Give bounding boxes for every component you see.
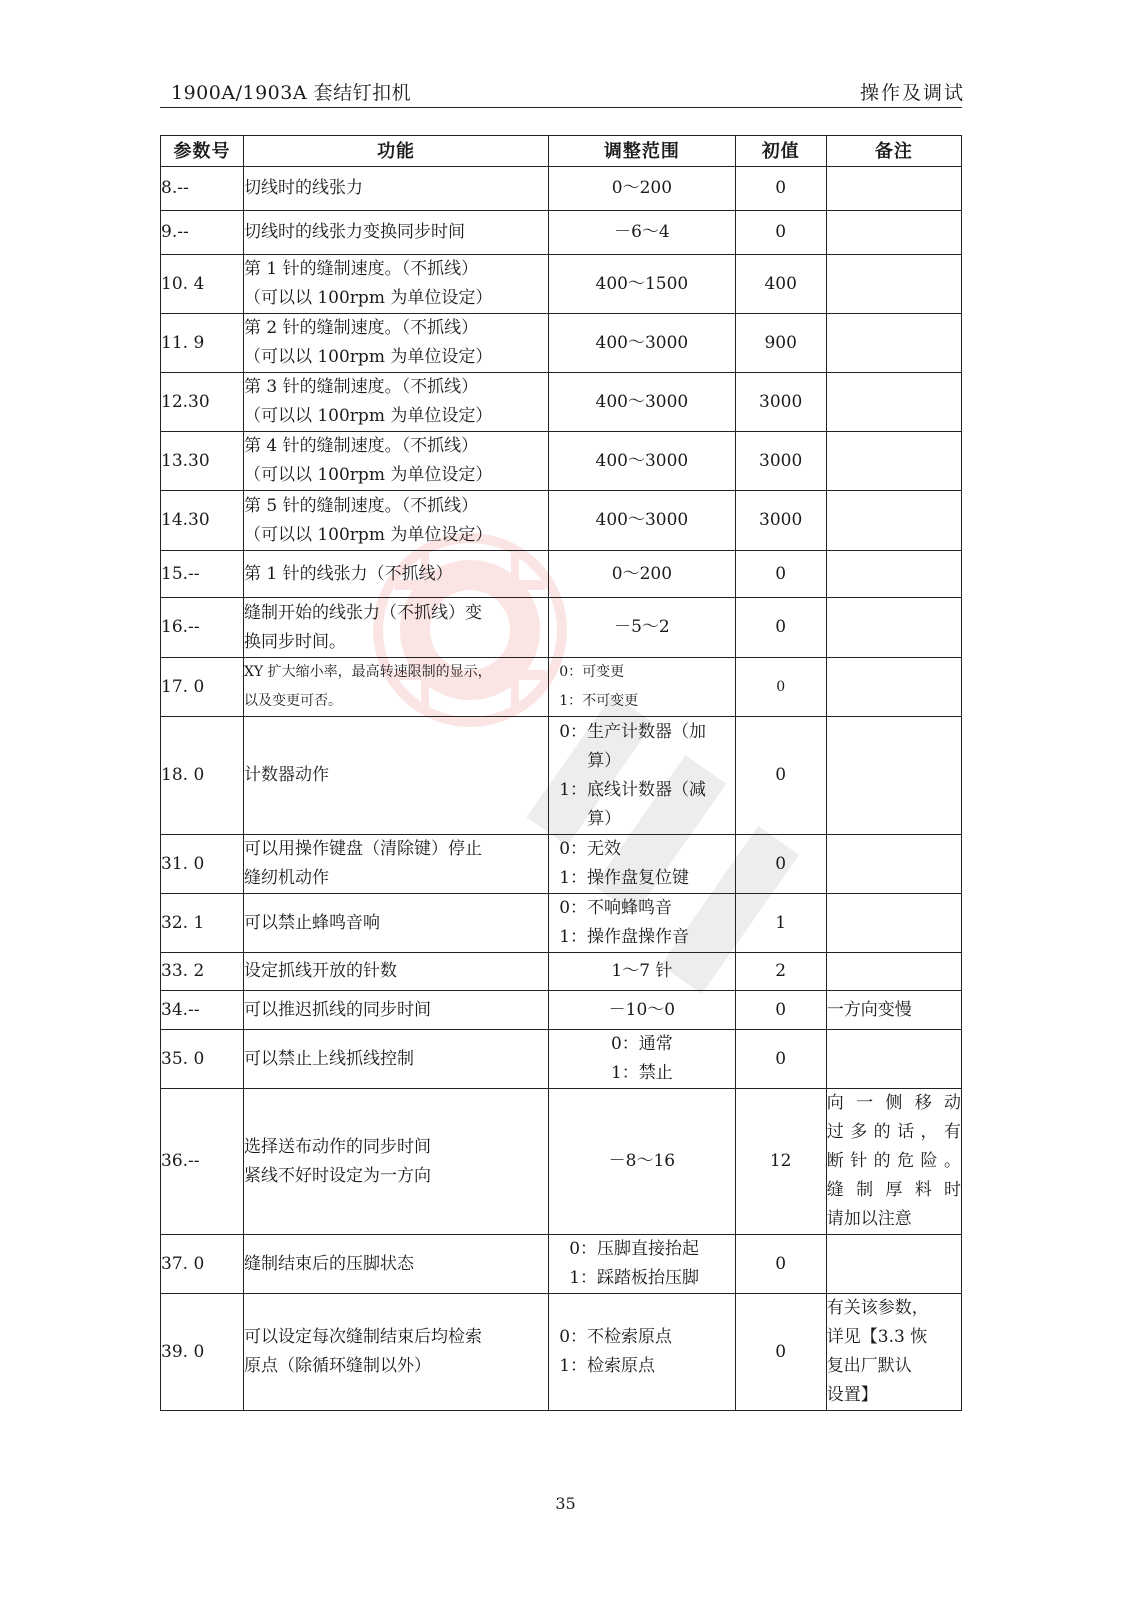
table-row [161,373,962,432]
initial-value-cell: 0 [735,658,826,717]
table-row [161,1030,962,1089]
range-cell: 400～3000 [549,373,735,432]
function-cell: 缝制开始的线张力（不抓线）变 换同步时间。 [243,598,548,658]
note-cell [826,491,961,551]
range-cell: 400～3000 [549,314,735,373]
note-cell [826,598,961,658]
table-row [161,491,962,551]
column-header-note: 备注 [826,136,961,167]
param-no-cell: 36.-- [161,1089,244,1235]
document-header-section: 操作及调试 [859,82,965,104]
param-no-cell: 13.30 [161,432,244,491]
param-no-cell: 39. 0 [161,1294,244,1411]
range-cell: －5～2 [549,598,735,658]
table-row [161,835,962,894]
header-rule [160,107,962,108]
param-no-cell: 10. 4 [161,255,244,314]
range-cell: 400～3000 [549,491,735,551]
function-cell: 第 1 针的线张力（不抓线） [243,551,548,598]
note-cell [826,717,961,835]
note-cell [826,314,961,373]
function-cell: 设定抓线开放的针数 [243,953,548,991]
function-cell: 第 1 针的缝制速度。（不抓线） （可以以 100rpm 为单位设定） [243,255,548,314]
function-cell: 可以用操作键盘（清除键）停止 缝纫机动作 [243,835,548,894]
initial-value-cell: 3000 [735,491,826,551]
initial-value-cell: 0 [735,1030,826,1089]
function-cell: 可以禁止上线抓线控制 [243,1030,548,1089]
range-cell: 400～3000 [549,432,735,491]
note-cell [826,255,961,314]
note-cell [826,211,961,255]
param-no-cell: 34.-- [161,991,244,1030]
initial-value-cell: 0 [735,167,826,211]
function-cell: 可以推迟抓线的同步时间 [243,991,548,1030]
table-row [161,1089,962,1235]
range-cell: 0：生产计数器（加 算） 1：底线计数器（减 算） [549,717,735,835]
function-cell: 第 4 针的缝制速度。（不抓线） （可以以 100rpm 为单位设定） [243,432,548,491]
table-row [161,598,962,658]
range-cell: 0：无效 1：操作盘复位键 [549,835,735,894]
param-no-cell: 9.-- [161,211,244,255]
note-cell [826,658,961,717]
function-cell: 可以禁止蜂鸣音响 [243,894,548,953]
table-row [161,1235,962,1294]
note-cell [826,953,961,991]
table-row [161,658,962,717]
param-no-cell: 35. 0 [161,1030,244,1089]
note-cell: 有关该参数， 详见【3.3 恢 复出厂默认 设置】 [826,1294,961,1411]
function-cell: 切线时的线张力 [243,167,548,211]
table-row [161,211,962,255]
param-no-cell: 33. 2 [161,953,244,991]
note-cell [826,894,961,953]
table-row [161,432,962,491]
range-cell: 0：不检索原点 1：检索原点 [549,1294,735,1411]
note-cell [826,551,961,598]
initial-value-cell: 0 [735,1235,826,1294]
param-no-cell: 31. 0 [161,835,244,894]
note-cell: 一方向变慢 [826,991,961,1030]
initial-value-cell: 12 [735,1089,826,1235]
param-no-cell: 14.30 [161,491,244,551]
range-cell: 0：压脚直接抬起 1：踩踏板抬压脚 [549,1235,735,1294]
param-no-cell: 32. 1 [161,894,244,953]
range-cell: 0～200 [549,167,735,211]
param-no-cell: 37. 0 [161,1235,244,1294]
note-cell [826,167,961,211]
table-row [161,255,962,314]
function-cell: 第 2 针的缝制速度。（不抓线） （可以以 100rpm 为单位设定） [243,314,548,373]
initial-value-cell: 0 [735,835,826,894]
document-header-title: 1900A/1903A 套结钉扣机 [171,82,412,104]
range-cell: 0：通常 1：禁止 [549,1030,735,1089]
initial-value-cell: 3000 [735,432,826,491]
table-row [161,991,962,1030]
param-no-cell: 15.-- [161,551,244,598]
column-header-range: 调整范围 [549,136,735,167]
function-cell: 可以设定每次缝制结束后均检索 原点（除循环缝制以外） [243,1294,548,1411]
note-cell [826,432,961,491]
function-cell: 计数器动作 [243,717,548,835]
function-cell: XY 扩大缩小率，最高转速限制的显示， 以及变更可否。 [243,658,548,717]
initial-value-cell: 0 [735,598,826,658]
param-no-cell: 12.30 [161,373,244,432]
initial-value-cell: 900 [735,314,826,373]
table-row [161,314,962,373]
note-cell [826,1030,961,1089]
param-no-cell: 8.-- [161,167,244,211]
note-cell [826,835,961,894]
initial-value-cell: 2 [735,953,826,991]
param-no-cell: 18. 0 [161,717,244,835]
range-cell: 0：不响蜂鸣音 1：操作盘操作音 [549,894,735,953]
function-cell: 第 3 针的缝制速度。（不抓线） （可以以 100rpm 为单位设定） [243,373,548,432]
function-cell: 缝制结束后的压脚状态 [243,1235,548,1294]
param-no-cell: 11. 9 [161,314,244,373]
range-cell: 400～1500 [549,255,735,314]
initial-value-cell: 400 [735,255,826,314]
note-cell: 向一侧移动 过多的话，有 断针的危险。 缝制厚料时 请加以注意 [826,1089,961,1235]
table-row [161,717,962,835]
table-row [161,551,962,598]
param-no-cell: 17. 0 [161,658,244,717]
range-cell: 1～7 针 [549,953,735,991]
note-cell [826,1235,961,1294]
range-cell: 0～200 [549,551,735,598]
initial-value-cell: 0 [735,991,826,1030]
note-cell [826,373,961,432]
range-cell: －8～16 [549,1089,735,1235]
param-no-cell: 16.-- [161,598,244,658]
table-header-row [161,136,962,167]
parameter-table [160,135,962,1411]
range-cell: 0：可变更 1：不可变更 [549,658,735,717]
initial-value-cell: 0 [735,1294,826,1411]
function-cell: 切线时的线张力变换同步时间 [243,211,548,255]
column-header-param-no: 参数号 [161,136,244,167]
table-row [161,894,962,953]
initial-value-cell: 0 [735,551,826,598]
column-header-initial: 初值 [735,136,826,167]
initial-value-cell: 3000 [735,373,826,432]
table-row [161,167,962,211]
function-cell: 第 5 针的缝制速度。（不抓线） （可以以 100rpm 为单位设定） [243,491,548,551]
table-row [161,953,962,991]
initial-value-cell: 0 [735,717,826,835]
initial-value-cell: 1 [735,894,826,953]
range-cell: －6～4 [549,211,735,255]
table-row [161,1294,962,1411]
function-cell: 选择送布动作的同步时间 紧线不好时设定为一方向 [243,1089,548,1235]
page-number: 35 [555,1494,576,1513]
range-cell: －10～0 [549,991,735,1030]
column-header-function: 功能 [243,136,548,167]
initial-value-cell: 0 [735,211,826,255]
